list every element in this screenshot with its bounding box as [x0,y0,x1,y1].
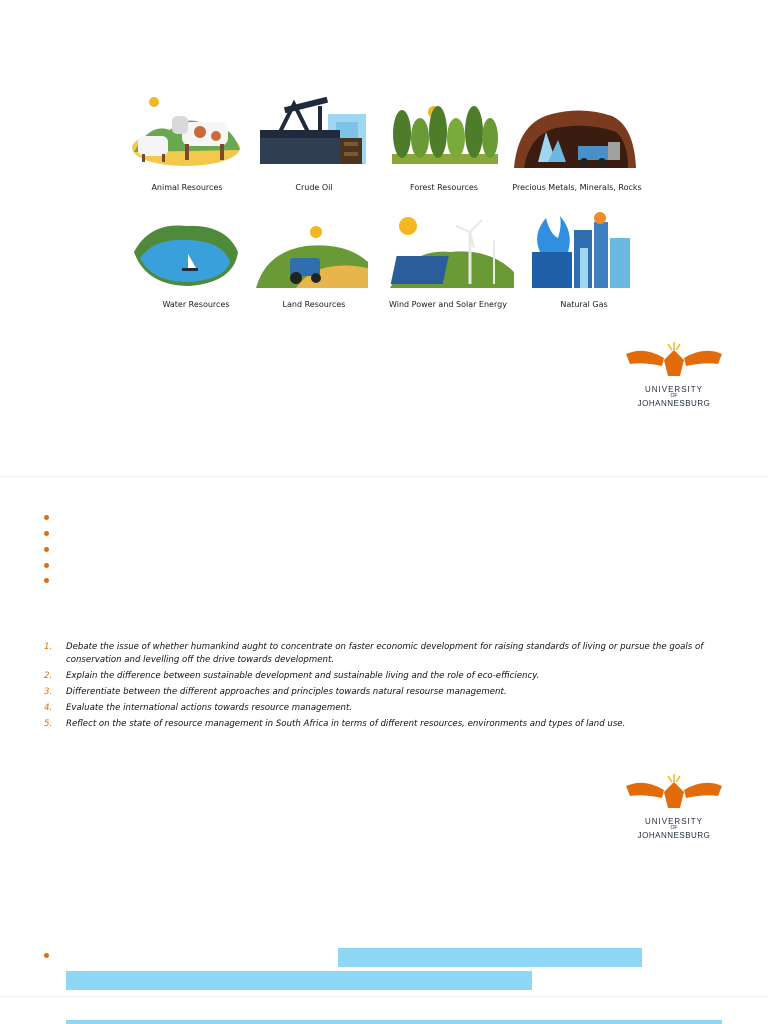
university-logo-line3: JOHANNESBURG [637,399,711,408]
university-logo-line3: JOHANNESBURG [637,831,711,840]
tile-label-animal: Animal Resources [151,183,223,192]
highlighted-text-block [66,1020,722,1024]
highlighted-text-block [66,971,532,990]
precious-metals-icon [512,92,624,156]
bullet-point [44,578,49,583]
university-logo-line1: UNIVERSITY [644,817,703,826]
university-logo-line1: UNIVERSITY [644,385,703,394]
slide-resources [0,0,768,470]
bullet-point [44,547,49,552]
list-item [44,702,734,715]
tile-label-natural-gas: Natural Gas [560,300,608,309]
slide-separator [0,476,768,477]
list-item [44,718,734,731]
forest-resources-icon [390,92,502,156]
water-resources-icon [130,212,242,276]
list-item-text: Explain the difference between sustainable development and sustainable living and the role of eco-efficiency. [66,671,540,681]
wind-solar-icon [390,212,502,276]
list-item-text: Debate the issue of whether humankind aught to concentrate on faster economic development for raising standards of living or pursue the goals of conservation and levelling off the drive towards development. [66,642,704,665]
natural-gas-icon [528,208,640,272]
animal-resources-icon [130,92,242,156]
tile-label-crude-oil: Crude Oil [295,183,333,192]
tile-label-land: Land Resources [282,300,346,309]
bullet-point [44,953,49,958]
tile-label-water: Water Resources [162,300,230,309]
objectives-list [44,641,734,734]
list-item-number: 2. [44,671,53,681]
list-item-text: Reflect on the state of resource management in South Africa in terms of different resources, environments and types of land use. [66,719,626,729]
list-item-number: 3. [44,687,53,697]
slide-objectives [0,478,768,996]
tile-label-precious-metals: Precious Metals, Minerals, Rocks [512,183,642,192]
list-item-text: Differentiate between the different approaches and principles towards natural resourse management. [66,687,507,697]
bullet-point [44,563,49,568]
university-logo-line2: OF [670,825,678,831]
land-resources-icon [256,212,368,276]
list-item-number: 5. [44,719,53,729]
university-logo-line2: OF [670,393,678,399]
list-item-number: 1. [44,642,53,652]
bullet-point [44,531,49,536]
list-item-number: 4. [44,703,53,713]
list-item [44,686,734,699]
tile-label-forest: Forest Resources [410,183,478,192]
crude-oil-icon [258,92,370,156]
list-item-text: Evaluate the international actions towards resource management. [66,703,353,713]
tile-label-wind-solar: Wind Power and Solar Energy [389,300,507,309]
list-item [44,670,734,683]
list-item [44,641,734,667]
slide-separator [0,996,768,997]
bullet-point [44,515,49,520]
highlighted-text-block [338,948,642,967]
